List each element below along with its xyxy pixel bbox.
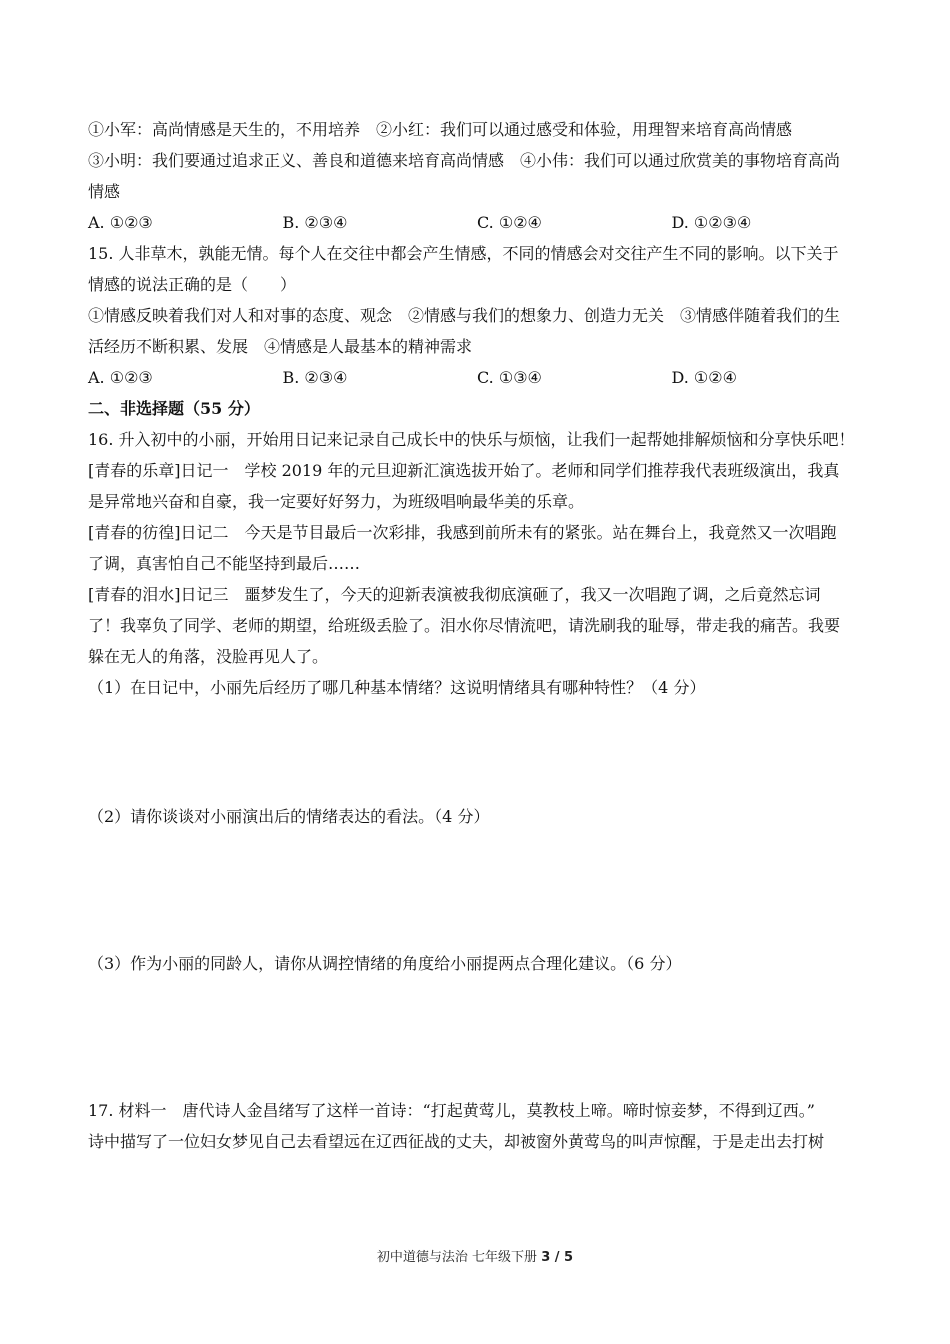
q14-statement-line-3: 情感	[88, 182, 121, 201]
q16-answer-space-2[interactable]	[88, 832, 866, 948]
q17-material-1-line-1: 17. 材料一 唐代诗人金昌绪写了这样一首诗：“打起黄莺儿，莫教枝上啼。啼时惊妾梦，不得到辽西。”	[88, 1101, 815, 1120]
q14-statement-line-1: ①小军：高尚情感是天生的，不用培养 ②小红：我们可以通过感受和体验，用理智来培育高尚情感	[88, 120, 793, 139]
q16-diary-3-line-2: 了！我辜负了同学、老师的期望，给班级丢脸了。泪水你尽情流吧，请洗刷我的耻辱，带走我的痛苦。我要	[88, 616, 841, 635]
q15-stem-line-2: 情感的说法正确的是（ ）	[88, 275, 297, 294]
q15-option-a: A. ①②③	[88, 368, 153, 387]
q16-answer-space-1[interactable]	[88, 703, 866, 801]
q16-diary-3-line-3: 躲在无人的角落，没脸再见人了。	[88, 647, 329, 666]
question-17	[88, 1095, 866, 1157]
footer-page-number: 3 / 5	[541, 1250, 574, 1265]
q15-options	[88, 362, 866, 393]
q14-options	[88, 207, 866, 238]
q16-diary-3-line-1: [青春的泪水]日记三 噩梦发生了，今天的迎新表演被我彻底演砸了，我又一次唱跑了调，之后竟然忘词	[88, 585, 821, 604]
exam-page	[88, 114, 866, 1157]
q16-stem: 16. 升入初中的小丽，开始用日记来记录自己成长中的快乐与烦恼，让我们一起帮她排解烦恼和分享快乐吧！	[88, 430, 855, 449]
q16-diary-1-line-1: [青春的乐章]日记一 学校 2019 年的元旦迎新汇演选拔开始了。老师和同学们推荐我代表班级演出，我真	[88, 461, 840, 480]
q16-subquestion-3: （3）作为小丽的同龄人，请你从调控情绪的角度给小丽提两点合理化建议。（6 分）	[88, 954, 682, 973]
q14-option-b: B. ②③④	[282, 213, 348, 232]
footer-subject: 初中道德与法治 七年级下册	[376, 1250, 538, 1265]
q16-answer-space-3[interactable]	[88, 979, 866, 1095]
q17-material-1-line-2: 诗中描写了一位妇女梦见自己去看望远在辽西征战的丈夫，却被窗外黄莺鸟的叫声惊醒，于是走出去打树	[88, 1132, 825, 1151]
q16-diary-1-line-2: 是异常地兴奋和自豪，我一定要好好努力，为班级唱响最华美的乐章。	[88, 492, 585, 511]
page-footer	[0, 1246, 950, 1265]
question-16	[88, 424, 866, 1095]
q15-statement-line-1: ①情感反映着我们对人和对事的态度、观念 ②情感与我们的想象力、创造力无关 ③情感伴随着我们的生	[88, 306, 841, 325]
question-15	[88, 238, 866, 362]
q14-option-a: A. ①②③	[88, 213, 153, 232]
q15-option-d: D. ①②④	[671, 368, 737, 387]
q16-subquestion-2: （2）请你谈谈对小丽演出后的情绪表达的看法。（4 分）	[88, 807, 490, 826]
q14-statement-line-2: ③小明：我们要通过追求正义、善良和道德来培育高尚情感 ④小伟：我们可以通过欣赏美的事物培育高尚	[88, 151, 841, 170]
q16-diary-2-line-2: 了调，真害怕自己不能坚持到最后……	[88, 554, 361, 573]
question-14-statements	[88, 114, 866, 207]
q15-statement-line-2: 活经历不断积累、发展 ④情感是人最基本的精神需求	[88, 337, 473, 356]
q14-option-c: C. ①②④	[477, 213, 542, 232]
q15-stem-line-1: 15. 人非草木，孰能无情。每个人在交往中都会产生情感，不同的情感会对交往产生不同的影响。以下关于	[88, 244, 839, 263]
q14-option-d: D. ①②③④	[671, 213, 752, 232]
section-2-title: 二、非选择题（55 分）	[88, 399, 260, 418]
q16-diary-2-line-1: [青春的彷徨]日记二 今天是节目最后一次彩排，我感到前所未有的紧张。站在舞台上，我竟然又一次唱跑	[88, 523, 837, 542]
q15-option-b: B. ②③④	[282, 368, 348, 387]
q16-subquestion-1: （1）在日记中，小丽先后经历了哪几种基本情绪？这说明情绪具有哪种特性？（4 分）	[88, 678, 706, 697]
q15-option-c: C. ①③④	[477, 368, 542, 387]
